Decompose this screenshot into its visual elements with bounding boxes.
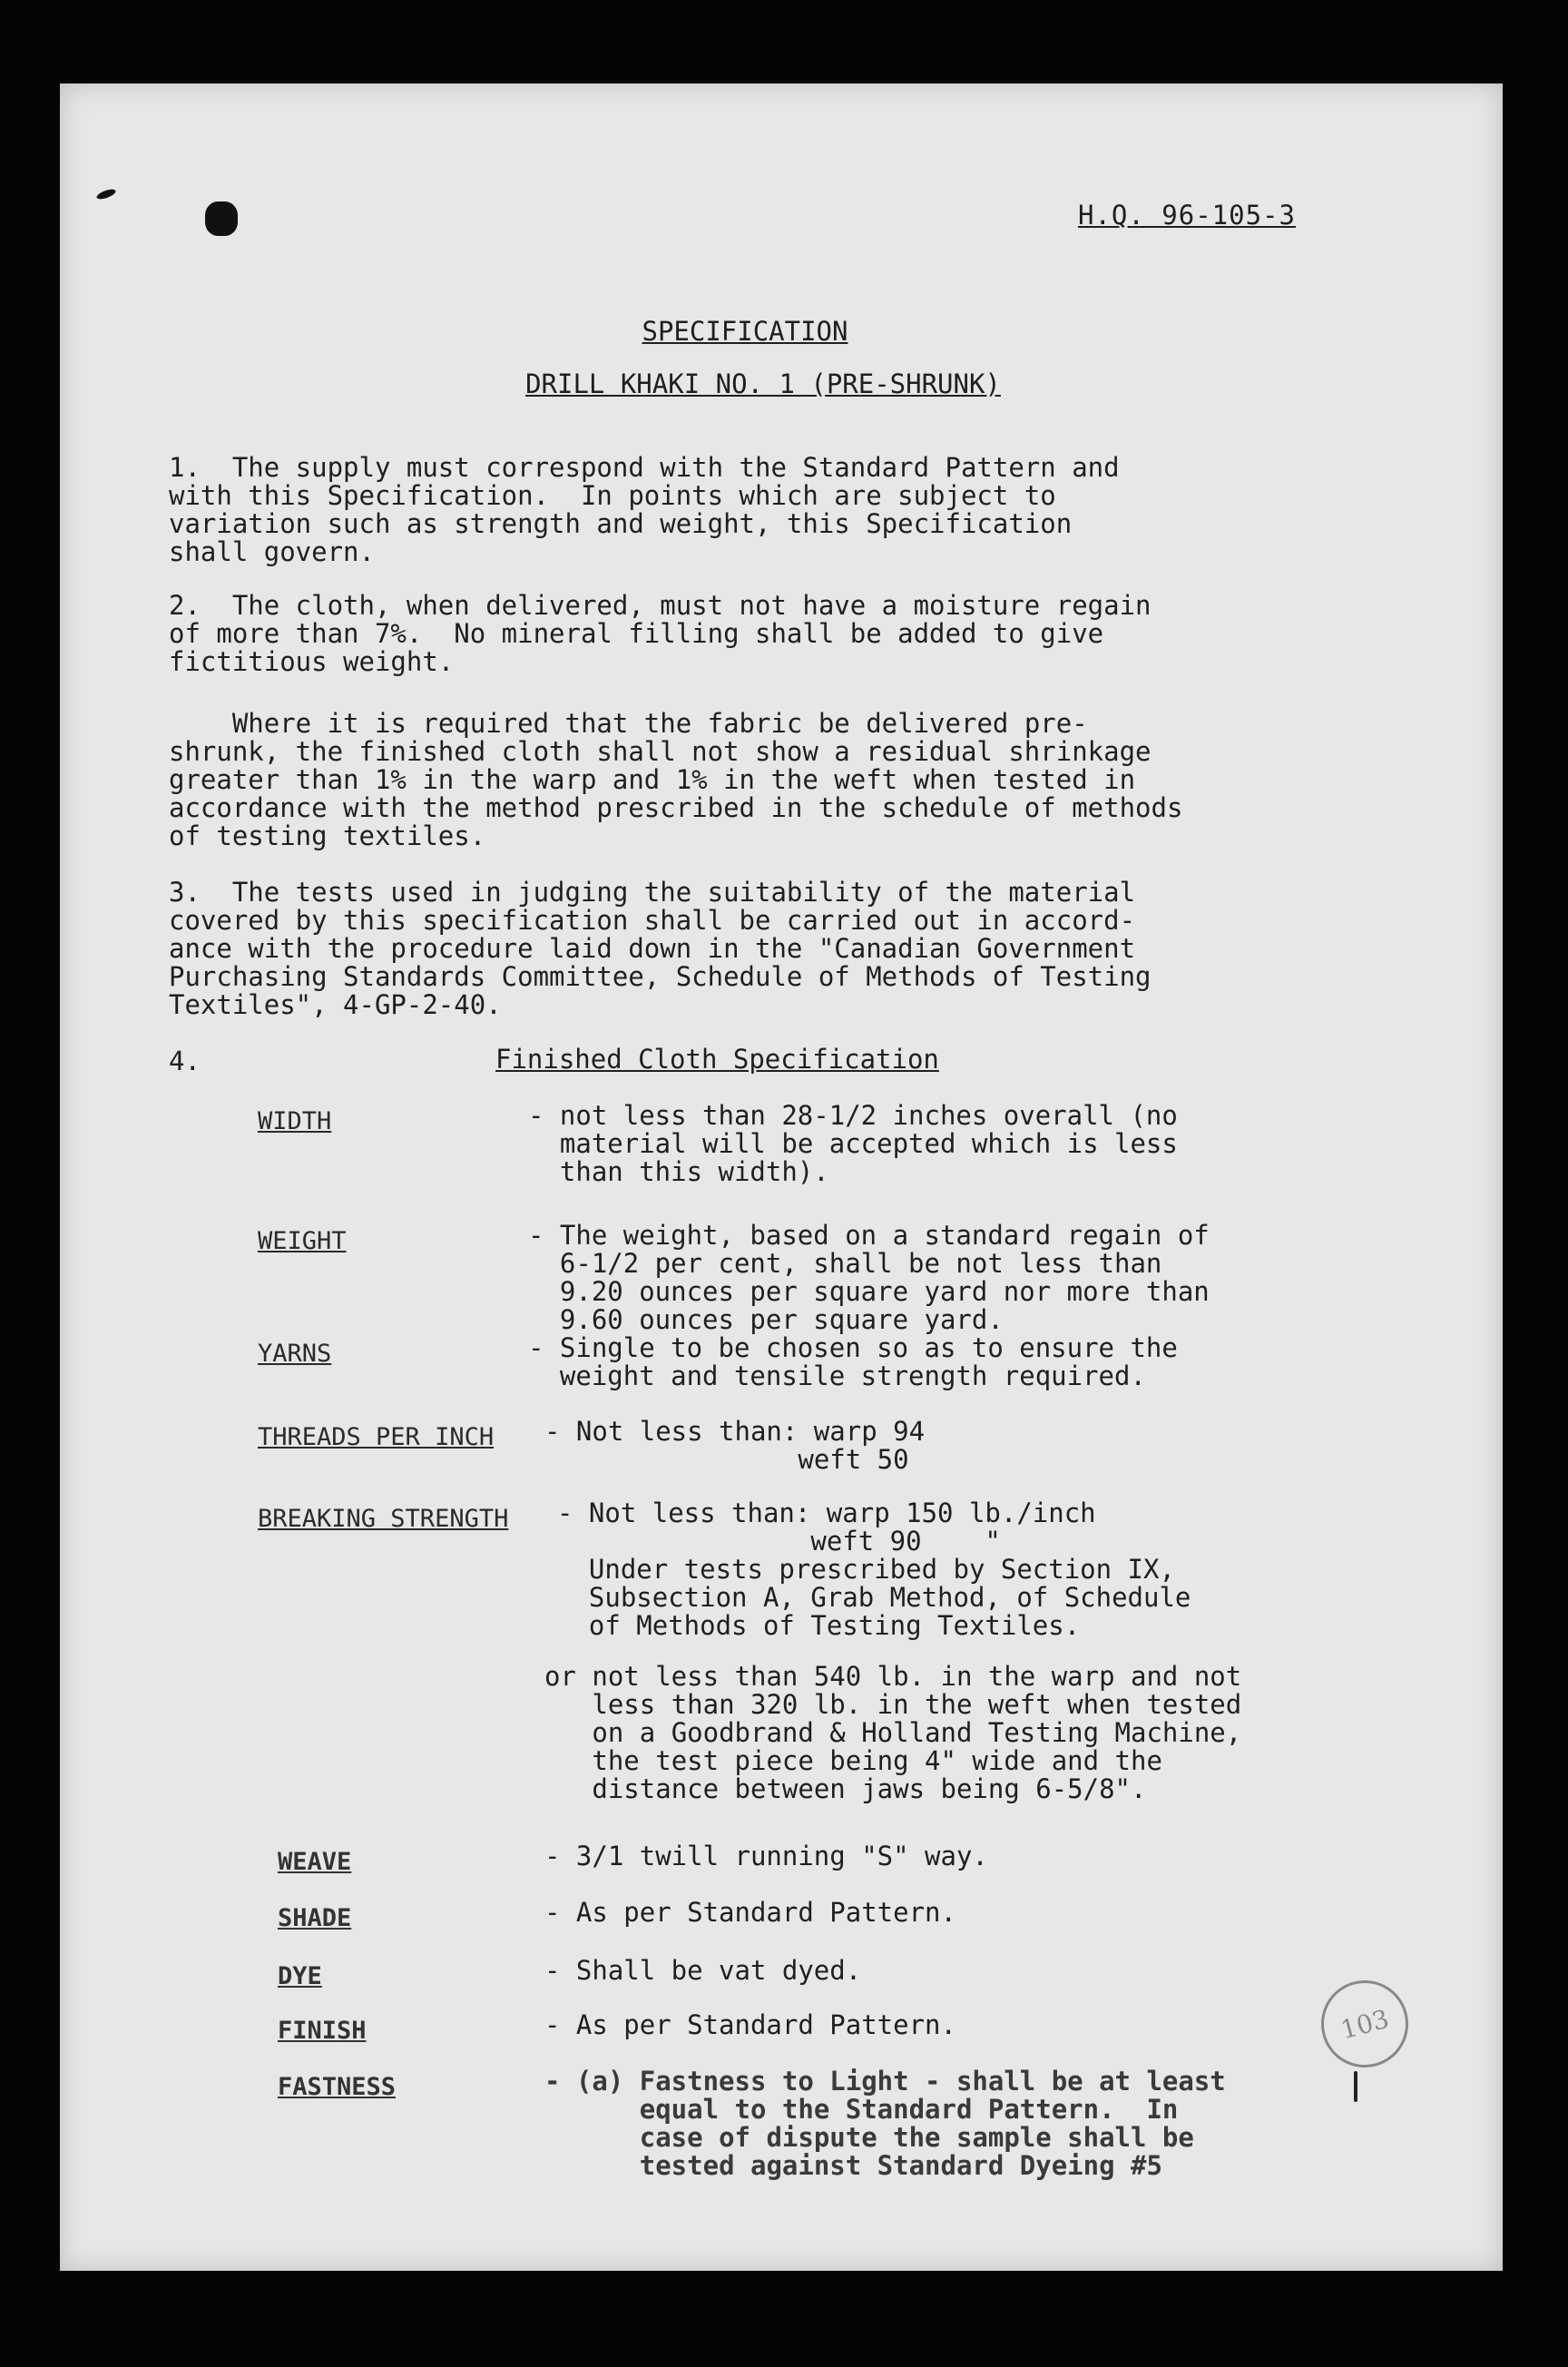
spec-desc-finish: - As per Standard Pattern. [544, 2009, 956, 2040]
paragraph-2: 2. The cloth, when delivered, must not have a moisture regain of more than 7%. No mineral filling shall be added to give fictitious weight. [169, 590, 1152, 677]
spec-label-threads: THREADS PER INCH [258, 1423, 495, 1451]
spec-label-width: WIDTH [258, 1107, 332, 1135]
document-title: SPECIFICATION [642, 316, 848, 347]
ink-blot [205, 201, 238, 236]
spec-desc-width: - not less than 28-1/2 inches overall (no material will be accepted which is less than this width). [528, 1100, 1178, 1187]
page-number-mark: 103 [1311, 1970, 1418, 2077]
spec-desc-weave: - 3/1 twill running "S" way. [544, 1841, 988, 1871]
spec-desc-yarns: - Single to be chosen so as to ensure the weight and tensile strength required. [528, 1332, 1178, 1391]
spec-desc-threads: - Not less than: warp 94 weft 50 [544, 1416, 926, 1475]
spec-label-shade: SHADE [278, 1904, 352, 1932]
section-4-number: 4. [169, 1046, 201, 1076]
paragraph-1: 1. The supply must correspond with the Standard Pattern and with this Specification. In points which are subject to variation such as strength and weight, this Specification shall govern. [169, 452, 1120, 567]
spec-label-dye: DYE [278, 1962, 322, 1990]
margin-mark [1354, 2071, 1357, 2102]
spec-desc-breaking-alt: or not less than 540 lb. in the warp and not less than 320 lb. in the weft when tested on a Goodbrand & Holland Testing Machine, the test piece being 4" wide and the distance between jaws being 6-5/8". [544, 1661, 1242, 1804]
document-reference: H.Q. 96-105-3 [1078, 200, 1296, 231]
spec-label-finish: FINISH [278, 2017, 367, 2045]
spec-label-fastness: FASTNESS [278, 2073, 397, 2101]
spec-desc-shade: - As per Standard Pattern. [544, 1897, 956, 1928]
spec-label-breaking-strength: BREAKING STRENGTH [258, 1505, 509, 1533]
spec-desc-weight: - The weight, based on a standard regain of 6-1/2 per cent, shall be not less than 9.20 ounces per square yard nor more than 9.60 ounces per square yard. [528, 1220, 1210, 1335]
spec-desc-fastness: - (a) Fastness to Light - shall be at least equal to the Standard Pattern. In case of dispute the sample shall be tested against Standard Dyeing #5 [544, 2066, 1226, 2181]
paragraph-3: 3. The tests used in judging the suitability of the material covered by this specification shall be carried out in accord- ance with the procedure laid down in the "Canadian Government Purchasing Standards Committee, Schedule of Methods of Testing Textiles", 4-GP-2-40. [169, 877, 1152, 1020]
spec-label-weight: WEIGHT [258, 1227, 347, 1255]
ink-speck [95, 187, 116, 201]
spec-label-yarns: YARNS [258, 1340, 332, 1368]
document-subtitle: DRILL KHAKI NO. 1 (PRE-SHRUNK) [525, 368, 1001, 399]
paragraph-2b: Where it is required that the fabric be delivered pre- shrunk, the finished cloth shall not show a residual shrinkage greater than 1% in the warp and 1% in the weft when tested in accordance with the method prescribed in the schedule of methods of testing textiles. [169, 708, 1183, 851]
spec-desc-dye: - Shall be vat dyed. [544, 1955, 862, 1986]
spec-desc-breaking-strength: - Not less than: warp 150 lb./inch weft 90 " Under tests prescribed by Section IX, Subsection A, Grab Method, of Schedule of Methods of Testing Textiles. [557, 1498, 1191, 1641]
document-page [60, 83, 1503, 2271]
spec-label-weave: WEAVE [278, 1848, 352, 1876]
section-4-title: Finished Cloth Specification [495, 1044, 939, 1075]
